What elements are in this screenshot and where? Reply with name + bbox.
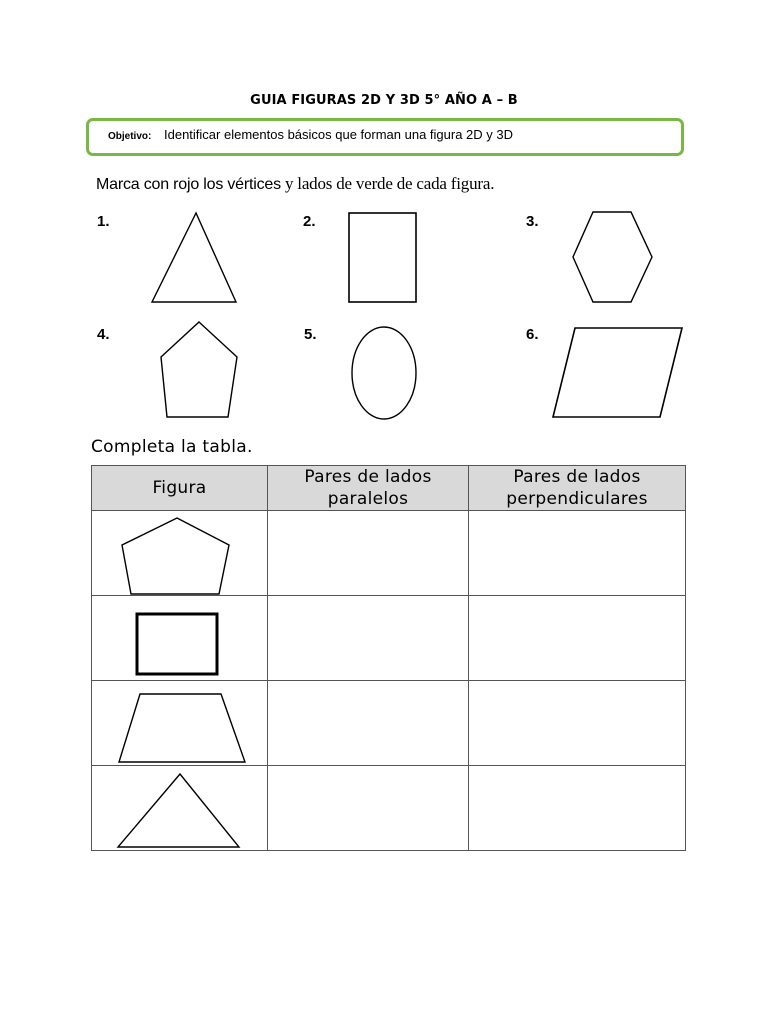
figure-number-6: 6. — [526, 326, 539, 343]
figure-cell-rectangle — [92, 596, 268, 681]
header-perpendiculares: Pares de lados perpendiculares — [469, 466, 686, 511]
page-title: GUIA FIGURAS 2D Y 3D 5° AÑO A – B — [250, 93, 518, 108]
answer-cell-perpendiculares[interactable] — [469, 511, 686, 596]
pentagon-shape — [161, 322, 237, 417]
objective-text: Identificar elementos básicos que forman una figura 2D y 3D — [164, 127, 514, 142]
instruction-part-2: y lados de verde de cada figura. — [280, 174, 495, 193]
table-row — [92, 766, 686, 851]
table-row — [92, 596, 686, 681]
completion-table — [91, 465, 686, 851]
triangle-shape — [152, 213, 236, 302]
rectangle-shape — [349, 213, 416, 302]
figure-number-1: 1. — [97, 213, 110, 230]
figure-cell-trapezoid — [92, 681, 268, 766]
table-header-row — [92, 466, 686, 511]
answer-cell-paralelos[interactable] — [268, 596, 469, 681]
header-figura: Figura — [92, 466, 268, 511]
figures-area — [0, 0, 768, 440]
instruction-part-1: Marca con rojo los vértices — [96, 176, 281, 193]
table-row — [92, 681, 686, 766]
pentagon-shape — [92, 511, 267, 595]
answer-cell-paralelos[interactable] — [268, 766, 469, 851]
parallelogram-shape — [553, 328, 682, 417]
objective-label: Objetivo: — [108, 131, 152, 142]
triangle-shape — [92, 766, 267, 850]
figure-number-3: 3. — [526, 213, 539, 230]
table-title: Completa la tabla. — [91, 437, 253, 457]
figure-cell-triangle — [92, 766, 268, 851]
rectangle-shape — [92, 596, 267, 680]
oval-shape — [352, 327, 416, 419]
answer-cell-paralelos[interactable] — [268, 681, 469, 766]
figure-number-4: 4. — [97, 326, 110, 343]
answer-cell-perpendiculares[interactable] — [469, 596, 686, 681]
answer-cell-paralelos[interactable] — [268, 511, 469, 596]
figure-number-5: 5. — [304, 326, 317, 343]
trapezoid-shape — [92, 681, 267, 765]
answer-cell-perpendiculares[interactable] — [469, 681, 686, 766]
figure-number-2: 2. — [303, 213, 316, 230]
header-paralelos: Pares de lados paralelos — [268, 466, 469, 511]
figure-cell-pentagon — [92, 511, 268, 596]
hexagon-shape — [573, 212, 652, 302]
answer-cell-perpendiculares[interactable] — [469, 766, 686, 851]
table-row — [92, 511, 686, 596]
